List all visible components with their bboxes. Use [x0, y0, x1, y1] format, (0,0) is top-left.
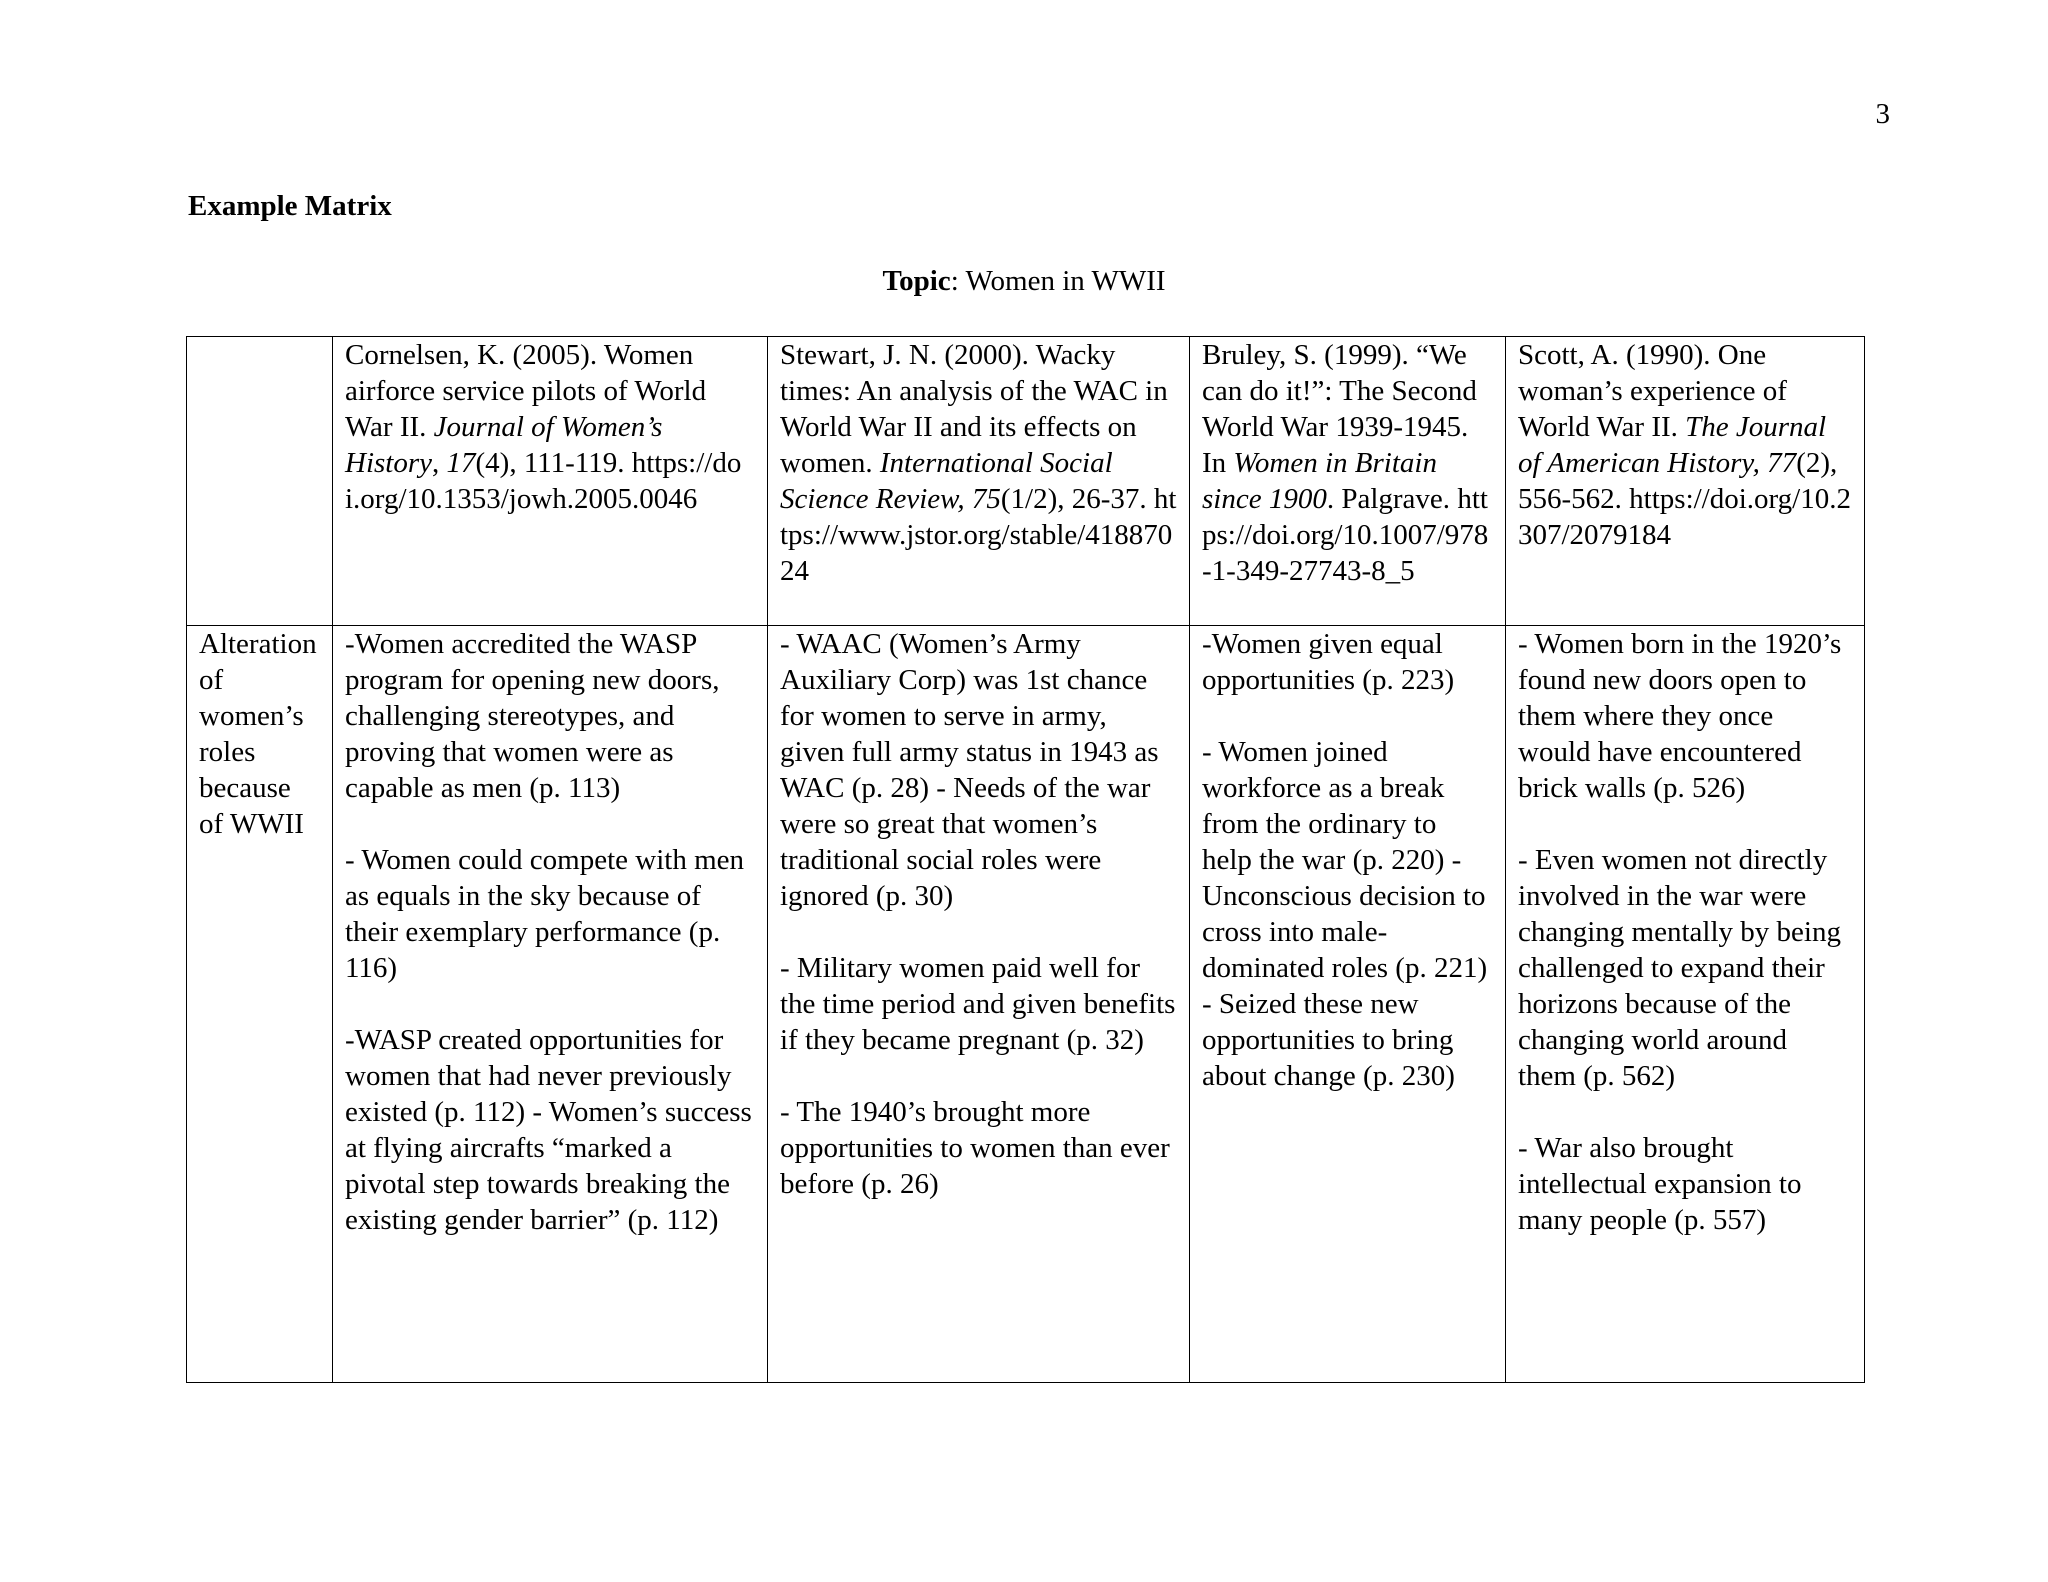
citation-url: https://doi.org/10.2307/2079184	[1518, 483, 1851, 551]
source-citation-cell	[1506, 337, 1865, 626]
row-label-cell	[187, 626, 333, 1383]
citation-url: https://doi.org/10.1353/jowh.2005.0046	[345, 447, 742, 515]
finding-note: - Military women paid well for the time period and given benefits if they became pregnant (p. 32)	[780, 952, 1176, 1056]
source-notes-cell	[1506, 626, 1865, 1383]
citation-italic-part: The Journal of American History, 77	[1518, 411, 1827, 479]
finding-note: - Women born in the 1920’s found new doors open to them where they once would have encountered brick walls (p. 526)	[1518, 628, 1842, 804]
empty-corner-cell	[187, 337, 333, 626]
citation-text	[780, 337, 1177, 589]
finding-note: - War also brought intellectual expansion to many people (p. 557)	[1518, 1132, 1802, 1236]
citation-text	[1518, 337, 1852, 553]
page-number: 3	[1875, 98, 1890, 130]
row-label: Alteration of women’s roles because of WWII	[199, 628, 317, 840]
finding-note: -Women given equal opportunities (p. 223)	[1202, 628, 1455, 696]
citation-url: https://www.jstor.org/stable/41887024	[780, 483, 1177, 587]
citation-part: Scott, A. (1990). One woman’s experience of World War II.	[1518, 339, 1787, 443]
citation-part: (2), 556-562.	[1518, 447, 1838, 515]
citation-url: https://doi.org/10.1007/978-1-349-27743-8_5	[1202, 483, 1489, 587]
source-notes-cell	[768, 626, 1190, 1383]
citation-part: ,	[432, 447, 447, 479]
topic-label: Topic	[882, 265, 951, 297]
citation-part: Bruley, S. (1999). “We can do it!”: The Second World War 1939-1945. In	[1202, 339, 1477, 479]
citation-part: . Palgrave.	[1326, 483, 1451, 515]
source-notes-cell	[1190, 626, 1506, 1383]
literature-matrix-table	[186, 336, 1865, 1383]
finding-note: - Women could compete with men as equals in the sky because of their exemplary performance (p. 116)	[345, 844, 745, 984]
citation-part: Cornelsen, K. (2005). Women airforce service pilots of World War II.	[345, 339, 707, 443]
citation-text	[345, 337, 755, 517]
source-citation-cell	[768, 337, 1190, 626]
finding-note: - WAAC (Women’s Army Auxiliary Corp) was 1st chance for women to serve in army, given full army status in 1943 as WAC (p. 28) - Needs of the war were so great that women’s traditional social roles were ignored (p. 30)	[780, 628, 1159, 912]
source-citation-cell	[1190, 337, 1506, 626]
table-row-findings	[187, 626, 1865, 1383]
topic-value: Women in WWII	[965, 265, 1166, 297]
finding-note: - Even women not directly involved in the war were changing mentally by being challenged to expand their horizons because of the changing world around them (p. 562)	[1518, 844, 1841, 1092]
citation-part: Stewart, J. N. (2000). Wacky times: An analysis of the WAC in World War II and its effects on women.	[780, 339, 1168, 479]
citation-part: (4), 111-119.	[475, 447, 625, 479]
citation-italic-part: Women in Britain since 1900	[1202, 447, 1437, 515]
citation-italic-part: 17	[446, 447, 476, 479]
citation-text	[1202, 337, 1493, 589]
table-row-sources	[187, 337, 1865, 626]
citation-italic-part: International Social Science Review, 75	[780, 447, 1113, 515]
source-notes-cell	[333, 626, 768, 1383]
source-citation-cell	[333, 337, 768, 626]
finding-note: -WASP created opportunities for women that had never previously existed (p. 112) - Women’s success at flying aircrafts “marked a pivotal step towards breaking the existing gender barrier” (p. 112)	[345, 1024, 752, 1236]
finding-note: - The 1940’s brought more opportunities to women than ever before (p. 26)	[780, 1096, 1170, 1200]
topic-separator: :	[950, 265, 966, 297]
finding-note: -Women accredited the WASP program for opening new doors, challenging stereotypes, and proving that women were as capable as men (p. 113)	[345, 628, 720, 804]
citation-part: (1/2), 26-37.	[1000, 483, 1147, 515]
document-heading: Example Matrix	[188, 190, 392, 222]
topic-line	[0, 263, 2048, 299]
finding-note: - Women joined workforce as a break from the ordinary to help the war (p. 220) - Unconscious decision to cross into male-dominated roles (p. 221) - Seized these new opportunities to bring about change (p. 230)	[1202, 736, 1488, 1092]
citation-italic-part: Journal of Women’s History	[345, 411, 663, 479]
